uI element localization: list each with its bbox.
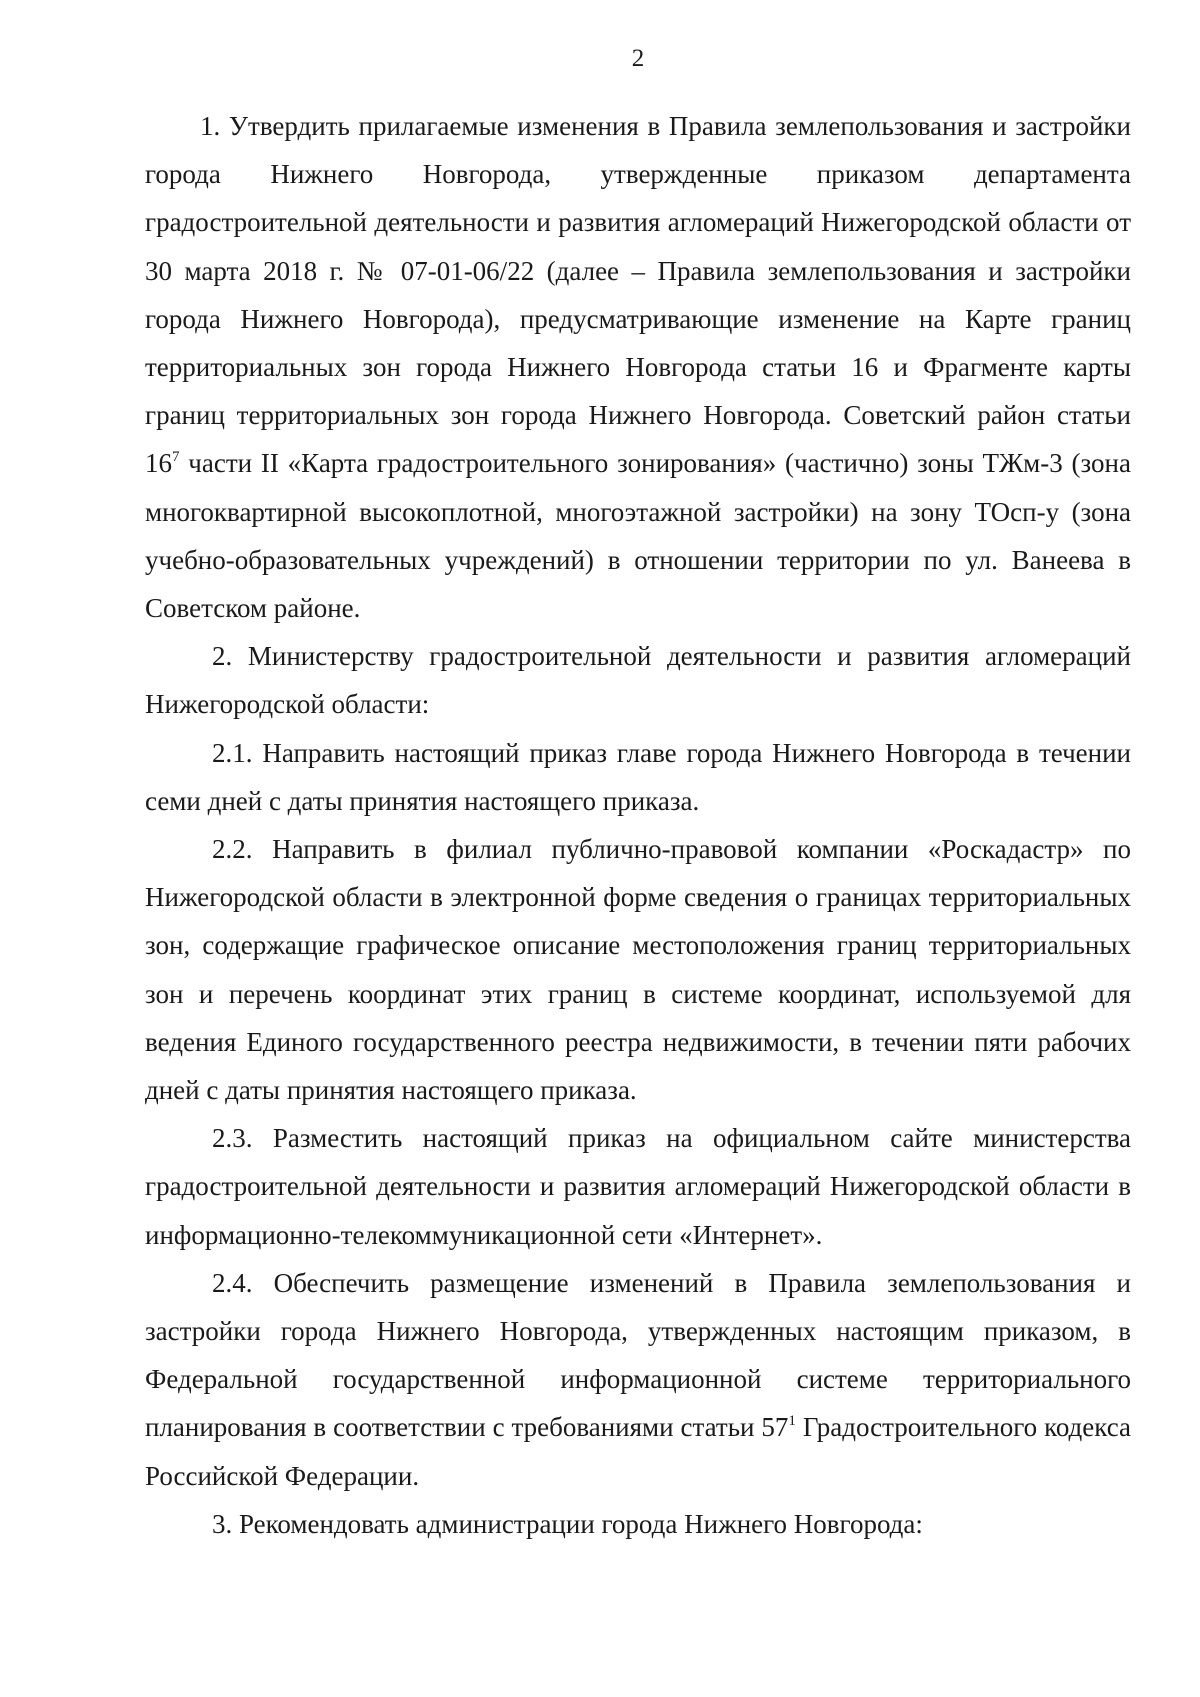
paragraph-2-4-text-part-1: 2.4. Обеспечить размещение изменений в Правила землепользования и застройки города Нижнего Новгорода, утвержденных настоящим приказом, в Федеральной государственной информационной системе территориального планирования в соответствии с требованиями статьи 57 bbox=[145, 1267, 1131, 1443]
paragraph-1-superscript: 7 bbox=[172, 449, 180, 466]
paragraph-2-2-send-to-roskadastr: 2.2. Направить в филиал публично-правовой компании «Роскадастр» по Нижегородской области в электронной форме сведения о границах территориальных зон, содержащие графическое описание местоположения границ территориальных зон и перечень координат этих границ в системе координат, используемой для ведения Единого государственного реестра недвижимости, в течении пяти рабочих дней с даты принятия настоящего приказа. bbox=[145, 834, 1131, 1106]
paragraph-2-4-text-part-2: Градостроительного кодекса Российской Федерации. bbox=[145, 1412, 1131, 1491]
paragraph-1-approve-changes bbox=[145, 102, 1131, 632]
paragraph-1-text-part-2: части II «Карта градостроительного зонирования» (частично) зоны ТЖм-3 (зона многоквартирной высокоплотной, многоэтажной застройки) на зону ТОсп-у (зона учебно-образовательных учреждений) в отношении территории по ул. Ванеева в Советском районе. bbox=[145, 448, 1131, 624]
paragraph-2-4-fgis-placement bbox=[145, 1259, 1131, 1500]
paragraph-3-recommend: 3. Рекомендовать администрации города Нижнего Новгорода: bbox=[212, 1508, 923, 1539]
paragraph-1-text-part-1: 1. Утвердить прилагаемые изменения в Правила землепользования и застройки города Нижнего Новгорода, утвержденные приказом департамента градостроительной деятельности и развития агломераций Нижегородской области от 30 марта 2018 г. № 07-01-06/22 (далее – Правила землепользования и застройки города Нижнего Новгорода), предусматривающие изменение на Карте границ территориальных зон города Нижнего Новгорода статьи 16 и Фрагменте карты границ территориальных зон города Нижнего Новгорода. Советский район статьи 16 bbox=[145, 111, 1131, 479]
paragraph-2-ministry: 2. Министерству градостроительной деятельности и развития агломераций Нижегородской области: bbox=[145, 641, 1131, 720]
document-body bbox=[145, 102, 1131, 1548]
page-number: 2 bbox=[631, 45, 645, 72]
paragraph-2-1-send-to-head: 2.1. Направить настоящий приказ главе города Нижнего Новгорода в течении семи дней с даты принятия настоящего приказа. bbox=[145, 737, 1131, 816]
paragraph-2-4-superscript: 1 bbox=[788, 1413, 796, 1430]
paragraph-2-3-publish-on-site: 2.3. Разместить настоящий приказ на официальном сайте министерства градостроительной деятельности и развития агломераций Нижегородской области в информационно-телекоммуникационной сети «Интернет». bbox=[145, 1123, 1131, 1250]
